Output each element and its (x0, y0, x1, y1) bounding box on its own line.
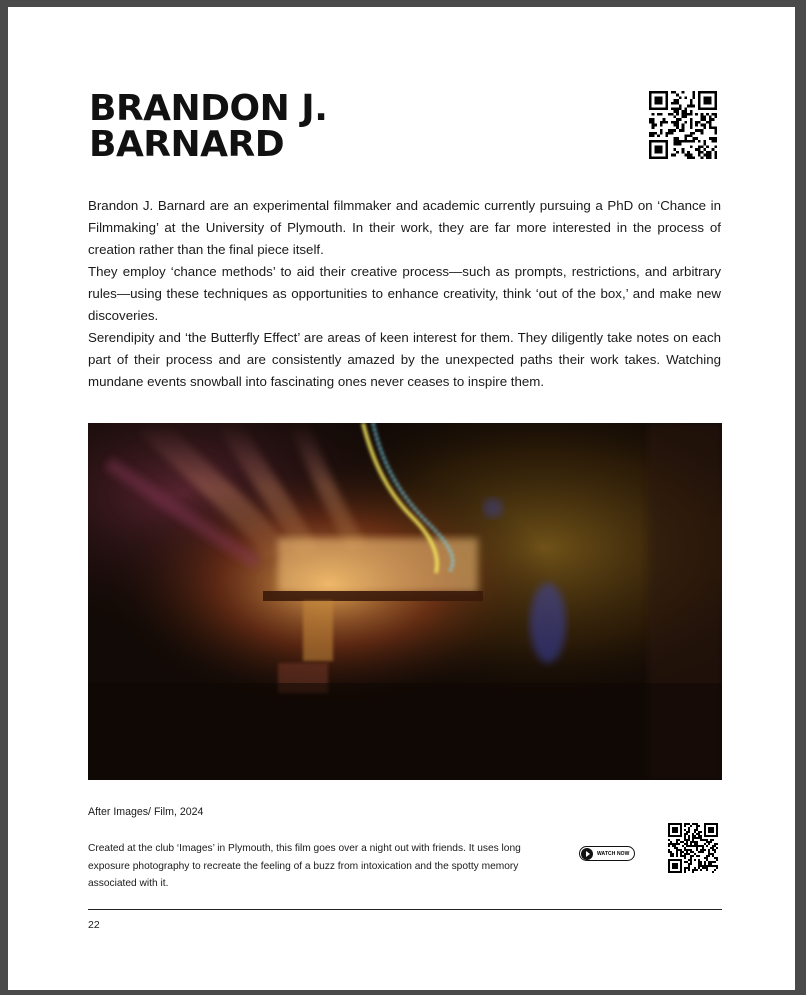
page (8, 7, 795, 990)
film-still-image (88, 423, 722, 780)
page-number: 22 (88, 919, 100, 931)
bio-text (88, 195, 721, 393)
bio-paragraph-2: They employ ‘chance methods’ to aid their creative process—such as prompts, restrictions, and arbitrary rules—using these techniques as opportunities to enhance creativity, think ‘out of the box,’ and make new discoveries. (88, 264, 721, 323)
qr-code-icon[interactable] (668, 823, 718, 873)
footer-divider (88, 909, 722, 910)
title-line-2: BARNARD (89, 124, 285, 165)
bio-paragraph-1: Brandon J. Barnard are an experimental filmmaker and academic currently pursuing a PhD on ‘Chance in Filmmaking’ at the University of Plymouth. In their work, they are far more interested in the process of creation rather than the final piece itself. (88, 198, 721, 257)
watch-now-label: WATCH NOW (597, 850, 630, 857)
work-caption-title: After Images/ Film, 2024 (88, 806, 204, 818)
play-icon (581, 848, 593, 860)
bio-paragraph-3: Serendipity and ‘the Butterfly Effect’ are areas of keen interest for them. They diligently take notes on each part of their process and are consistently amazed by the unexpected paths their work takes. Watching mundane events snowball into fascinating ones never ceases to inspire them. (88, 330, 721, 389)
watch-now-button[interactable] (579, 846, 635, 861)
title-line-1: BRANDON J. (89, 88, 328, 129)
qr-code-icon[interactable] (649, 91, 717, 159)
page-title (89, 88, 328, 165)
work-caption-body: Created at the club ‘Images’ in Plymouth, this film goes over a night out with friends. It uses long exposure photography to recreate the feeling of a buzz from intoxication and the spotty memory associated with it. (88, 843, 521, 889)
